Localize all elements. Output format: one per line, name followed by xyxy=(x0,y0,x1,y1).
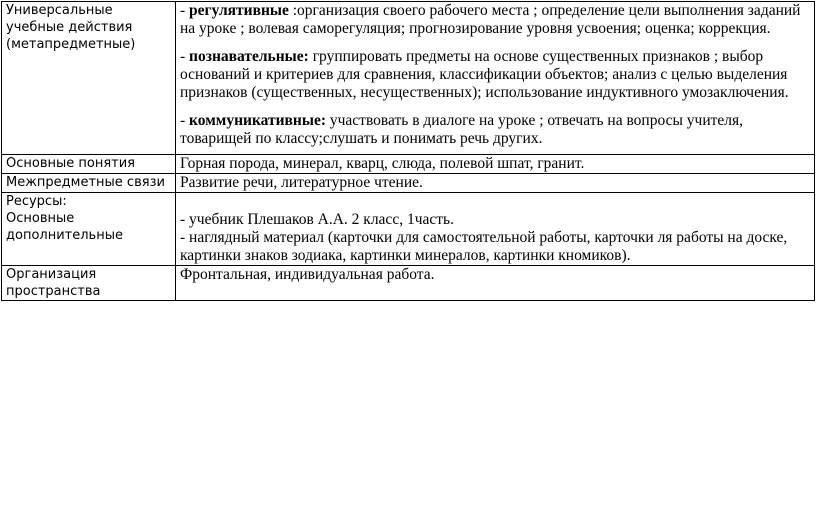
row-label-line: (метапредметные) xyxy=(6,37,136,52)
table-row xyxy=(2,155,815,174)
regulatory-paragraph xyxy=(180,2,810,38)
row-label-interdisciplinary: Межпредметные связи xyxy=(2,174,176,193)
paragraph-text: группировать предметы на основе существенных признаков ; выбор оснований и критериев для сравнения, классификации объектов; анализ с целью выделения признаков (существенных, несущественных); использование индуктивного умозаключения. xyxy=(180,48,789,101)
row-content-resources xyxy=(176,193,815,266)
row-content-space: Фронтальная, индивидуальная работа. xyxy=(176,266,815,301)
row-label-uud xyxy=(2,2,176,155)
resource-line: - наглядный материал (карточки для самостоятельной работы, карточки ля работы на доске, картинки знаков зодиака, картинки минералов, картинки кномиков). xyxy=(180,229,788,264)
row-label-line: дополнительные xyxy=(6,228,123,243)
row-content-concepts: Горная порода, минерал, кварц, слюда, полевой шпат, гранит. xyxy=(176,155,815,174)
communicative-paragraph xyxy=(180,112,810,148)
row-label-line: пространства xyxy=(6,284,101,299)
table-row xyxy=(2,266,815,301)
spacer xyxy=(180,193,810,211)
row-content-interdisciplinary: Развитие речи, литературное чтение. xyxy=(176,174,815,193)
row-label-space xyxy=(2,266,176,301)
paragraph-dash: - xyxy=(180,112,190,129)
table-row xyxy=(2,193,815,266)
resource-line: - учебник Плешаков А.А. 2 класс, 1часть. xyxy=(180,211,454,228)
row-label-concepts: Основные понятия xyxy=(2,155,176,174)
paragraph-dash: - xyxy=(180,2,190,19)
row-label-line: Основные xyxy=(6,211,75,226)
row-label-line: учебные действия xyxy=(6,20,133,35)
row-label-line: Универсальные xyxy=(6,3,113,18)
row-content-uud xyxy=(176,2,815,155)
table-row xyxy=(2,2,815,155)
cognitive-paragraph xyxy=(180,48,810,102)
paragraph-term: познавательные: xyxy=(189,48,309,65)
paragraph-text: :организация своего рабочего места ; определение цели выполнения заданий на уроке ; волевая саморегуляция; прогнозирование уровня усвоения; оценка; коррекция. xyxy=(180,2,801,37)
table-row xyxy=(2,174,815,193)
row-label-resources xyxy=(2,193,176,266)
lesson-plan-table xyxy=(1,1,815,301)
paragraph-term: коммуникативные: xyxy=(189,112,326,129)
paragraph-text: участвовать в диалоге на уроке ; отвечать на вопросы учителя, товарищей по классу;слушать и понимать речь других. xyxy=(180,112,744,147)
row-label-line: Ресурсы: xyxy=(6,194,67,209)
paragraph-term: регулятивные xyxy=(189,2,289,19)
row-label-line: Организация xyxy=(6,267,97,282)
paragraph-dash: - xyxy=(180,48,190,65)
